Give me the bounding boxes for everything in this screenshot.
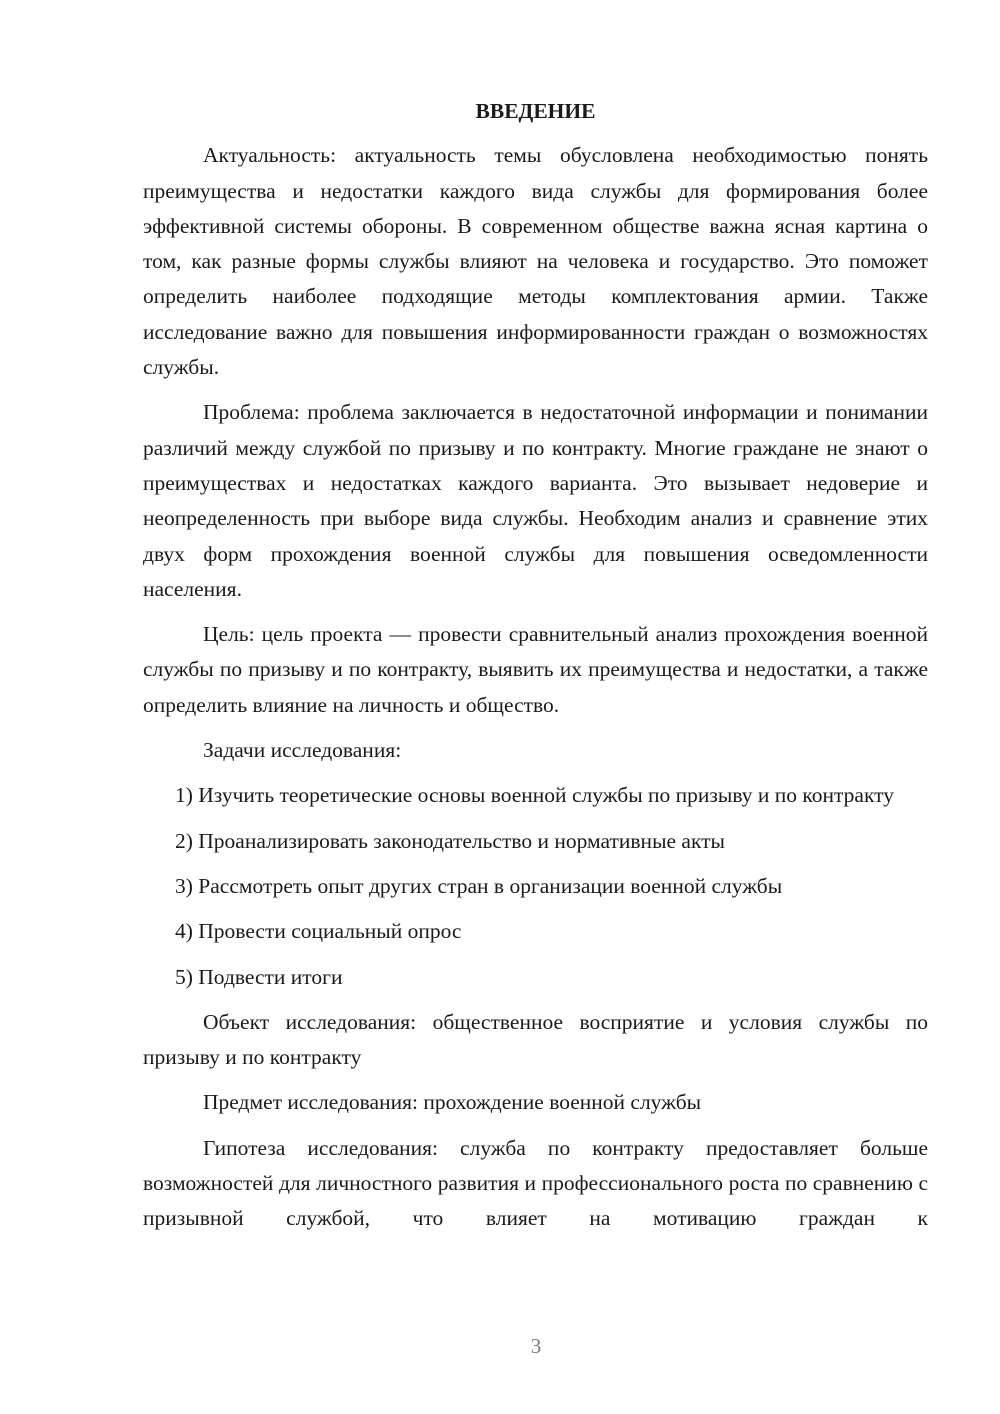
paragraph-hypothesis: Гипотеза исследования: служба по контракту предоставляет больше возможностей для личностного развития и профессионального роста по сравнению с призывной службой, что влияет на мотивацию граждан к bbox=[143, 1135, 928, 1231]
paragraph-tasks-heading: Задачи исследования: bbox=[203, 738, 402, 763]
page-content bbox=[143, 94, 928, 1247]
paragraph-relevance: Актуальность: актуальность темы обусловлена необходимостью понять преимущества и недостатки каждого вида службы для формирования более эффективной системы обороны. В современном обществе важна ясная картина о том, как разные формы службы влияют на человека и государство. Это поможет определить наиболее подходящие методы комплектования армии. Также исследование важно для повышения информированности граждан о возможностях службы. bbox=[143, 143, 928, 380]
paragraph-subject: Предмет исследования: прохождение военной службы bbox=[203, 1090, 702, 1115]
task-item-3: 3) Рассмотреть опыт других стран в организации военной службы bbox=[175, 873, 783, 898]
task-item-5: 5) Подвести итоги bbox=[175, 964, 343, 989]
task-item-1: 1) Изучить теоретические основы военной службы по призыву и по контракту bbox=[175, 783, 894, 808]
task-item-4: 4) Провести социальный опрос bbox=[175, 919, 462, 944]
section-heading: ВВЕДЕНИЕ bbox=[475, 99, 596, 123]
page-number: 3 bbox=[530, 1334, 542, 1358]
paragraph-problem: Проблема: проблема заключается в недостаточной информации и понимании различий между службой по призыву и по контракту. Многие граждане не знают о преимуществах и недостатках каждого варианта. Это вызывает недоверие и неопределенность при выборе вида службы. Необходим анализ и сравнение этих двух форм прохождения военной службы для повышения осведомленности населения. bbox=[143, 400, 928, 601]
paragraph-object: Объект исследования: общественное восприятие и условия службы по призыву и по контракту bbox=[143, 1009, 928, 1070]
paragraph-goal: Цель: цель проекта — провести сравнительный анализ прохождения военной службы по призыву и по контракту, выявить их преимущества и недостатки, а также определить влияние на личность и общество. bbox=[143, 622, 928, 717]
task-item-2: 2) Проанализировать законодательство и нормативные акты bbox=[175, 828, 725, 853]
